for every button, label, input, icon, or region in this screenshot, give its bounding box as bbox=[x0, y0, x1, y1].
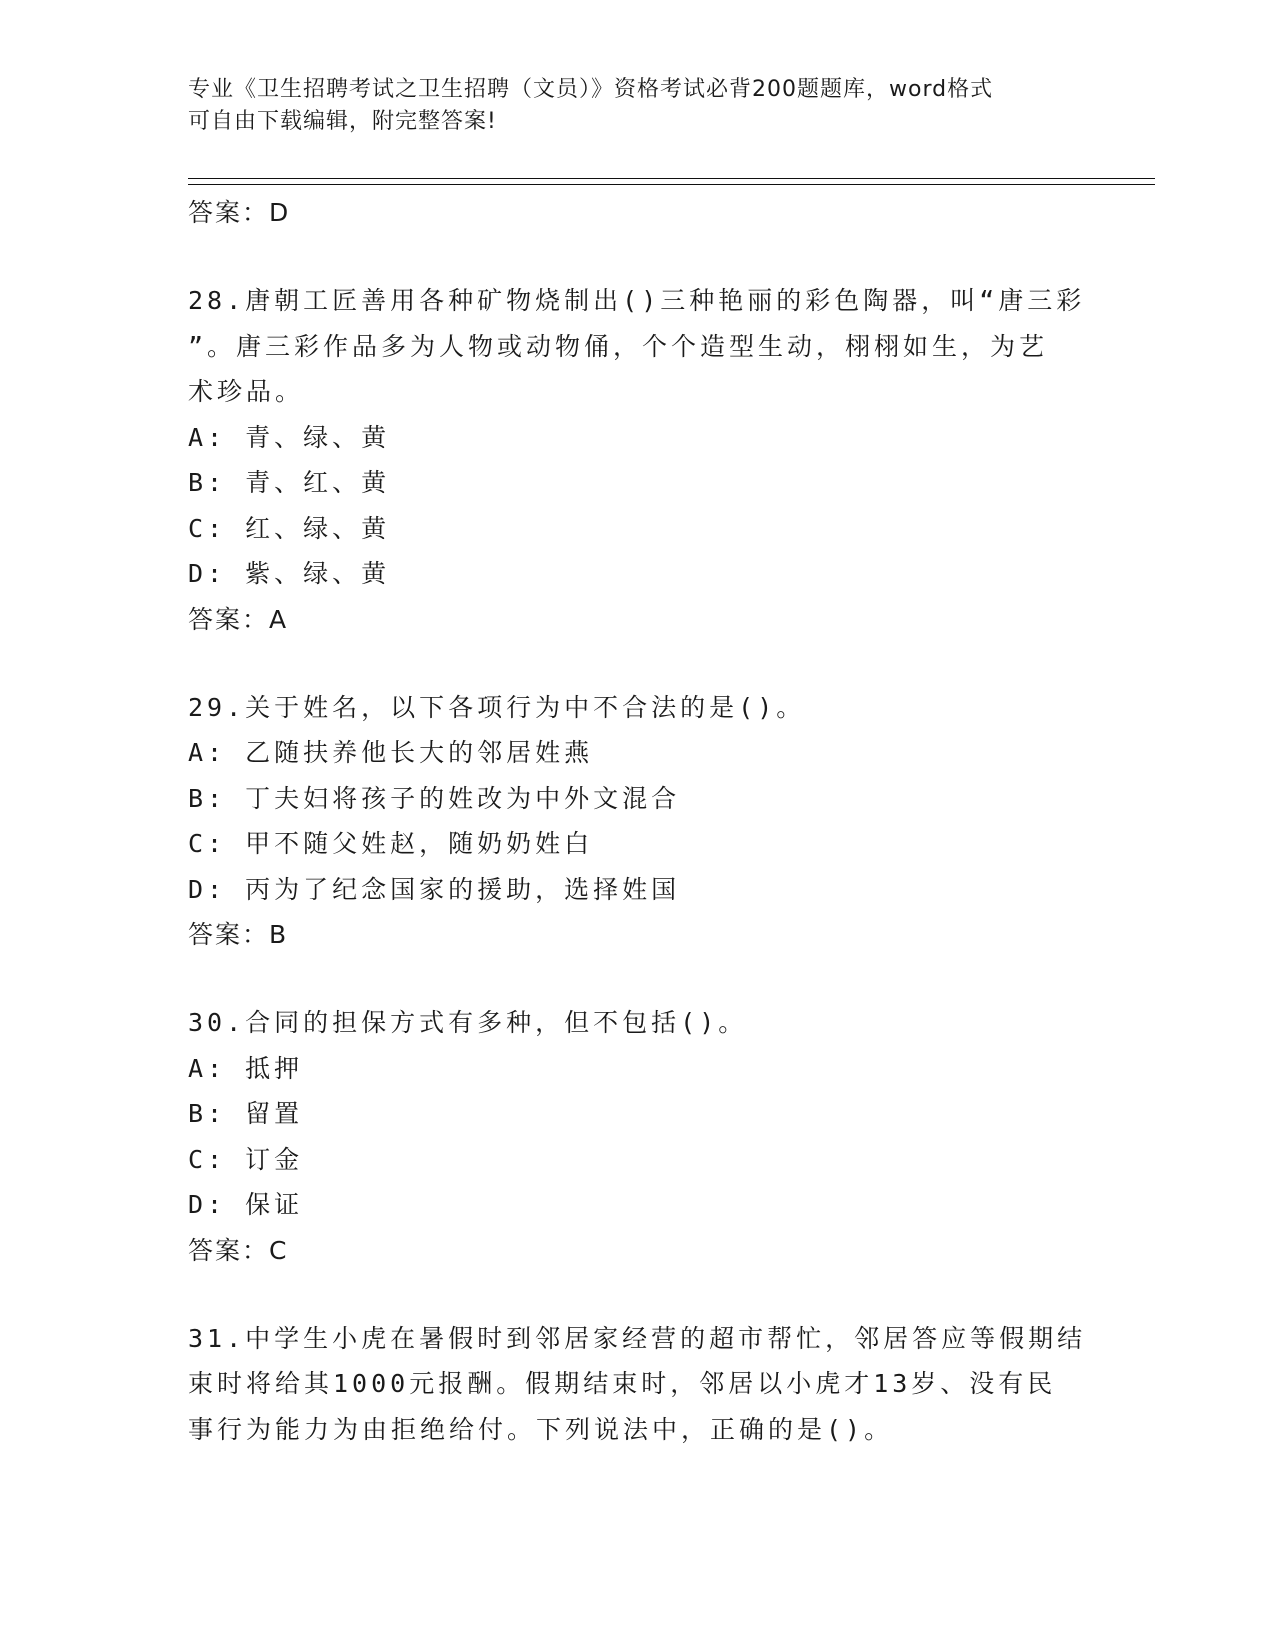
answer-line: 答案：D bbox=[188, 198, 291, 227]
question-text-line: 术珍品。 bbox=[188, 377, 305, 406]
option-b: B: 青、红、黄 bbox=[188, 468, 391, 497]
question-28 bbox=[188, 278, 1088, 643]
question-30 bbox=[188, 1000, 1088, 1274]
option-c: C: 甲不随父姓赵，随奶奶姓白 bbox=[188, 829, 594, 858]
header-line-2: 可自由下载编辑，附完整答案! bbox=[188, 109, 497, 134]
document-body bbox=[188, 190, 1088, 1452]
question-text-line: 28.唐朝工匠善用各种矿物烧制出()三种艳丽的彩色陶器，叫“唐三彩 bbox=[188, 286, 1086, 315]
question-text-line: 30.合同的担保方式有多种，但不包括()。 bbox=[188, 1008, 748, 1037]
document-header bbox=[188, 74, 1068, 138]
question-text-line: 事行为能力为由拒绝给付。下列说法中，正确的是()。 bbox=[188, 1414, 894, 1444]
header-rule-bottom bbox=[188, 184, 1155, 185]
option-c: C: 订金 bbox=[188, 1144, 304, 1174]
question-31 bbox=[188, 1316, 1088, 1453]
question-text-line: 29.关于姓名，以下各项行为中不合法的是()。 bbox=[188, 692, 806, 722]
option-d: D: 丙为了纪念国家的援助，选择姓国 bbox=[188, 874, 681, 904]
answer-line: 答案：B bbox=[188, 920, 289, 949]
question-text-line: ”。唐三彩作品多为人物或动物俑，个个造型生动，栩栩如生，为艺 bbox=[188, 331, 1049, 361]
answer-line: 答案：A bbox=[188, 604, 289, 634]
option-a: A: 抵押 bbox=[188, 1053, 304, 1083]
option-c: C: 红、绿、黄 bbox=[188, 513, 391, 543]
option-d: D: 紫、绿、黄 bbox=[188, 559, 391, 588]
option-a: A: 乙随扶养他长大的邻居姓燕 bbox=[188, 738, 594, 767]
option-a: A: 青、绿、黄 bbox=[188, 422, 391, 452]
question-text-line: 束时将给其1000元报酬。假期结束时，邻居以小虎才13岁、没有民 bbox=[188, 1369, 1057, 1398]
option-b: B: 丁夫妇将孩子的姓改为中外文混合 bbox=[188, 783, 681, 813]
question-text-line: 31.中学生小虎在暑假时到邻居家经营的超市帮忙，邻居答应等假期结 bbox=[188, 1323, 1087, 1353]
header-rule-top bbox=[188, 178, 1155, 179]
option-d: D: 保证 bbox=[188, 1190, 304, 1219]
option-b: B: 留置 bbox=[188, 1099, 304, 1128]
answer-line: 答案：C bbox=[188, 1235, 289, 1265]
question-29 bbox=[188, 685, 1088, 959]
header-line-1: 专业《卫生招聘考试之卫生招聘（文员）》资格考试必背200题题库，word格式 bbox=[188, 77, 994, 102]
